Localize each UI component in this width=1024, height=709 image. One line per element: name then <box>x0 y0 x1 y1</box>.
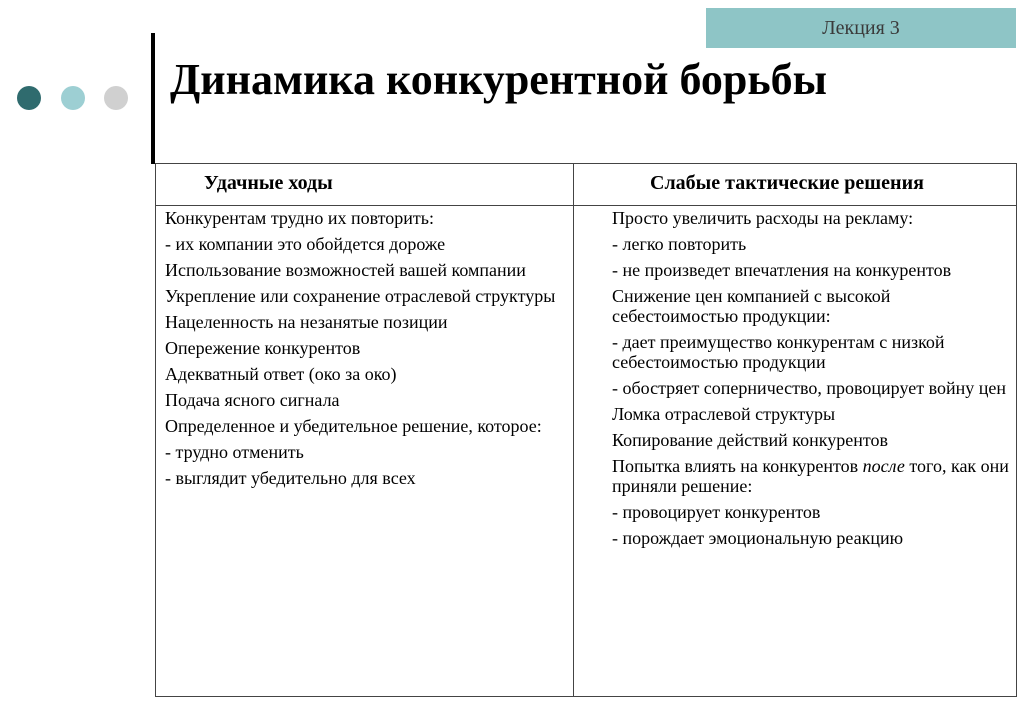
dot-gray-icon <box>104 86 128 110</box>
dot-dark-icon <box>17 86 41 110</box>
list-item: Ломка отраслевой структуры <box>612 404 836 424</box>
header-divider <box>156 205 1016 206</box>
list-item-text: того, как они приняли решение: <box>612 456 1009 496</box>
list-item: Использование возможностей вашей компании <box>165 260 526 280</box>
lecture-badge <box>706 8 1016 48</box>
comparison-table <box>155 163 1017 697</box>
list-item-emphasis: после <box>862 456 905 476</box>
list-item: - обостряет соперничество, провоцирует войну цен <box>612 378 1006 398</box>
list-item: - легко повторить <box>612 234 747 254</box>
list-item: - порождает эмоциональную реакцию <box>612 528 904 548</box>
left-column-header: Удачные ходы <box>204 172 333 194</box>
list-item-text: Попытка влиять на конкурентов <box>612 456 863 476</box>
list-item: Подача ясного сигнала <box>165 390 340 410</box>
list-item: - их компании это обойдется дороже <box>165 234 446 254</box>
list-item: Копирование действий конкурентов <box>612 430 888 450</box>
page-title: Динамика конкурентной борьбы <box>170 55 828 104</box>
list-item: Опережение конкурентов <box>165 338 361 358</box>
title-divider <box>151 33 155 164</box>
dot-light-icon <box>61 86 85 110</box>
column-divider <box>573 164 574 696</box>
list-item: - трудно отменить <box>165 442 304 462</box>
list-item: Нацеленность на незанятые позиции <box>165 312 448 332</box>
list-item: Просто увеличить расходы на рекламу: <box>612 208 914 228</box>
list-item: - дает преимущество конкурентам с низкой себестоимостью продукции <box>612 332 945 372</box>
list-item: Укрепление или сохранение отраслевой структуры <box>165 286 556 306</box>
right-column-list <box>612 208 1012 554</box>
list-item: Снижение цен компанией с высокой себестоимостью продукции: <box>612 286 891 326</box>
list-item: Определенное и убедительное решение, которое: <box>165 416 542 436</box>
lecture-label: Лекция 3 <box>822 16 900 39</box>
left-column-list <box>165 208 565 494</box>
list-item: Адекватный ответ (око за око) <box>165 364 397 384</box>
list-item: - выглядит убедительно для всех <box>165 468 416 488</box>
right-column-header: Слабые тактические решения <box>650 172 924 194</box>
list-item: - провоцирует конкурентов <box>612 502 821 522</box>
list-item: Конкурентам трудно их повторить: <box>165 208 434 228</box>
list-item: - не произведет впечатления на конкурентов <box>612 260 952 280</box>
list-item <box>612 456 1012 496</box>
